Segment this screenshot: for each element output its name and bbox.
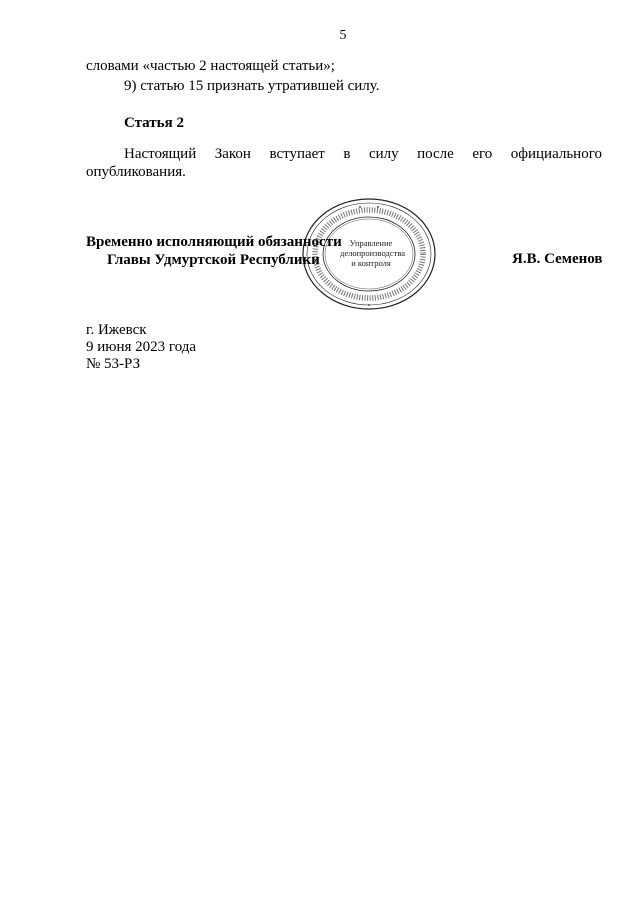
amendment-line: словами «частью 2 настоящей статьи»;: [86, 58, 335, 74]
article-heading: Статья 2: [124, 115, 184, 131]
signatory-title-line-2: Главы Удмуртской Республики: [107, 252, 320, 268]
date-of-signing: 9 июня 2023 года: [86, 339, 197, 355]
signatory-title: [86, 233, 342, 269]
article-body-line: Настоящий Закон вступает в силу после его официального: [124, 146, 602, 162]
law-number: № 53-РЗ: [86, 356, 141, 372]
seal-center-text: Управление делопроизводства и контроля: [340, 238, 405, 268]
signatory-title-line-1: Временно исполняющий обязанности: [86, 234, 342, 250]
article-body-line: опубликования.: [86, 164, 186, 180]
signatory-name: Я.В. Семенов: [512, 251, 603, 267]
place-of-signing: г. Ижевск: [86, 322, 147, 338]
page-number: 5: [339, 28, 347, 43]
amendment-item: 9) статью 15 признать утратившей силу.: [124, 78, 380, 94]
